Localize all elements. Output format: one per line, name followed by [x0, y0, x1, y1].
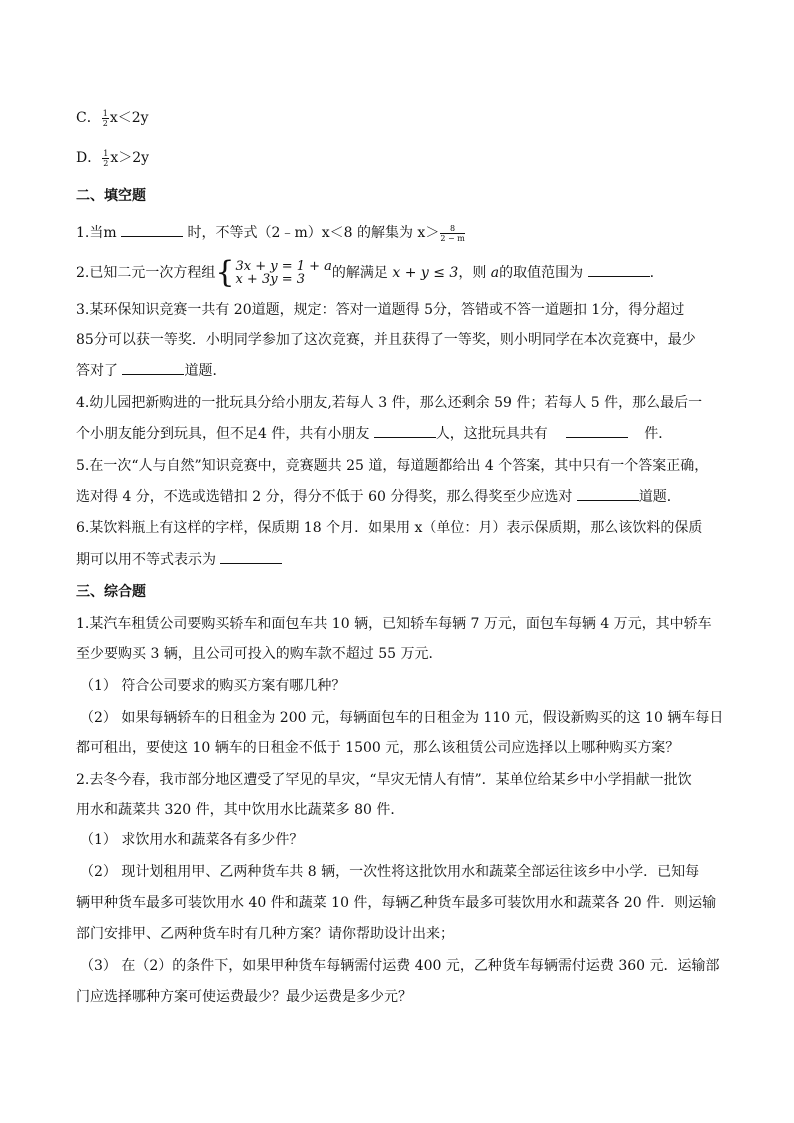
- problem-2-sub-1: （1） 求饮用水和蔬菜各有多少件？: [80, 832, 304, 848]
- question-3-line-1: 3.某环保知识竞赛一共有 20道题，规定：答对一道题得 5分，答错或不答一道题扣 1分，得分超过: [76, 302, 685, 318]
- problem-2-sub-3-line-2: 门应选择哪种方案可使运费最少？最少运费是多少元？: [76, 989, 412, 1005]
- problem-2-sub-2-line-2: 辆甲种货车最多可装饮用水 40 件和蔬菜 10 件，每辆乙种货车最多可装饮用水和蔬菜各 20 件．则运输: [76, 895, 717, 911]
- problem-1-sub-2-line-2: 都可租出，要使这 10 辆车的日租金不低于 1500 元，那么该租赁公司应选择以上哪种购买方案？: [76, 740, 680, 756]
- section-heading-comprehensive: 三、综合题: [76, 584, 146, 600]
- fraction: $\frac{1}{2}$: [103, 148, 109, 168]
- problem-2-line-1: 2.去冬今春，我市部分地区遭受了罕见的旱灾，“旱灾无情人有情”．某单位给某乡中小学捐献一批饮: [76, 772, 692, 788]
- problem-1-line-2: 至少要购买 3 辆，且公司可投入的购车款不超过 55 万元．: [76, 646, 443, 662]
- problem-2-sub-3-line-1: （3） 在（2）的条件下，如果甲种货车每辆需付运费 400 元，乙种货车每辆需付运费 360 元．运输部: [80, 958, 720, 974]
- option-text: x＜2y: [109, 110, 149, 126]
- question-6-line-2: 期可以用不等式表示为: [76, 549, 282, 570]
- question-3-line-2: 85分可以获一等奖．小明同学参加了这次竞赛，并且获得了一等奖，则小明同学在本次竞赛中，最少: [76, 332, 696, 348]
- question-3-line-3: 答对了 道题．: [76, 360, 226, 381]
- question-1: 1.当m 时，不等式（2﹣m）x＜8 的解集为 x＞ $\frac{8}{2 - m}$: [76, 223, 465, 243]
- problem-1-line-1: 1.某汽车租赁公司要购买轿车和面包车共 10 辆，已知轿车每辆 7 万元，面包车每辆 4 万元，其中轿车: [76, 616, 712, 632]
- problem-2-sub-2-line-3: 部门安排甲、乙两种货车时有几种方案？请你帮助设计出来；: [76, 926, 454, 942]
- section-heading-fill-in: 二、填空题: [76, 188, 146, 204]
- answer-blank[interactable]: [566, 423, 628, 438]
- fraction: $\frac{1}{2}$: [102, 108, 108, 128]
- equation-system: 3x + y = 1 + a x + 3y = 3: [235, 259, 332, 287]
- answer-blank[interactable]: [577, 486, 639, 501]
- answer-blank[interactable]: [374, 423, 436, 438]
- question-4-line-1: 4.幼儿园把新购进的一批玩具分给小朋友,若每人 3 件，那么还剩余 59 件；若每人 5 件，那么最后一: [76, 395, 703, 411]
- question-5-line-1: 5.在一次“人与自然”知识竞赛中，竞赛题共 25 道，每道题都给出 4 个答案，其中只有一个答案正确，: [76, 458, 709, 474]
- option-letter: C．: [76, 110, 101, 126]
- fraction: $\frac{8}{2 - m}$: [440, 223, 465, 243]
- brace-symbol: {: [215, 255, 235, 290]
- option-d: [76, 148, 149, 168]
- problem-2-line-2: 用水和蔬菜共 320 件，其中饮用水比蔬菜多 80 件．: [76, 802, 405, 818]
- problem-1-sub-2-line-1: （2） 如果每辆轿车的日租金为 200 元，每辆面包车的日租金为 110 元，假设新购买的这 10 辆车每日: [80, 710, 724, 726]
- option-text: x＞2y: [110, 150, 150, 166]
- question-4-line-2: 个小朋友能分到玩具，但不足4 件，共有小朋友 人，这批玩具共有 件．: [76, 423, 672, 444]
- question-5-line-2: 选对得 4 分，不选或选错扣 2 分，得分不低于 60 分得奖，那么得奖至少应选对 道题．: [76, 486, 681, 507]
- question-6-line-1: 6.某饮料瓶上有这样的字样，保质期 18 个月．如果用 x（单位：月）表示保质期，那么该饮料的保质: [76, 520, 703, 536]
- problem-1-sub-1: （1） 符合公司要求的购买方案有哪几种？: [80, 678, 346, 694]
- option-c: [76, 108, 149, 128]
- option-letter: D．: [76, 150, 102, 166]
- question-2: 2.已知二元一次方程组{ 3x + y = 1 + a x + 3y = 3 的解满足 x + y ≤ 3，则 a的取值范围为 .: [76, 255, 655, 290]
- answer-blank[interactable]: [588, 262, 650, 277]
- answer-blank[interactable]: [121, 222, 183, 237]
- problem-2-sub-2-line-1: （2） 现计划租用甲、乙两种货车共 8 辆，一次性将这批饮用水和蔬菜全部运往该乡中小学．已知每: [80, 864, 700, 880]
- answer-blank[interactable]: [220, 549, 282, 564]
- answer-blank[interactable]: [122, 360, 184, 375]
